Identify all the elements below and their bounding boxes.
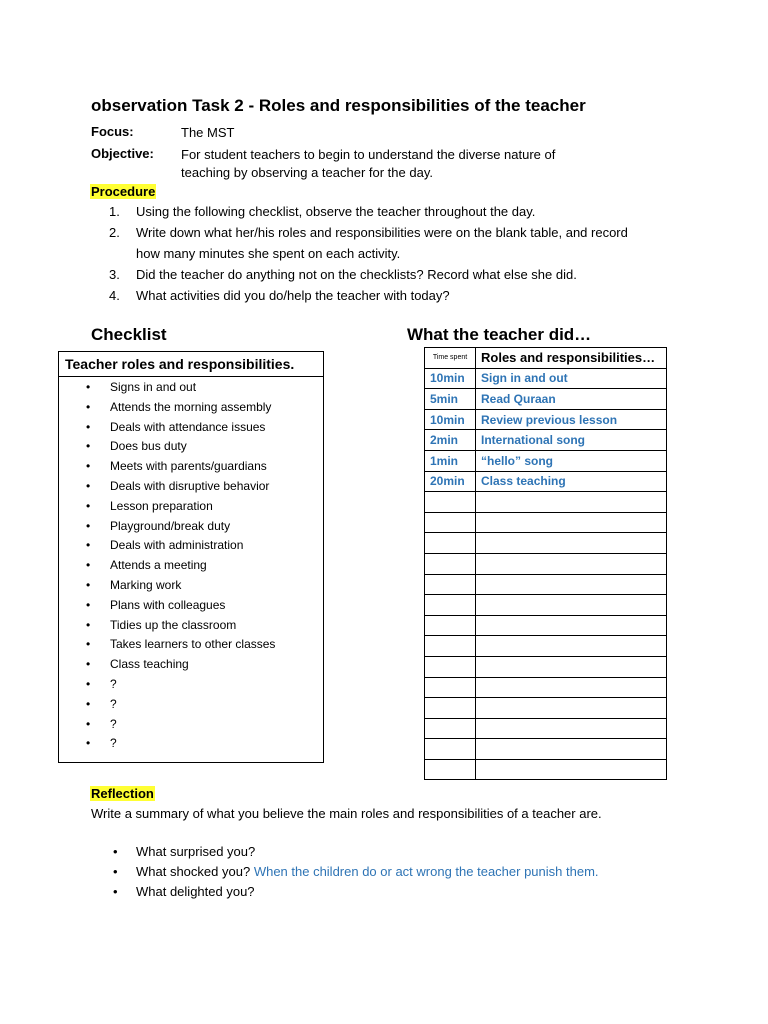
- question-answer: When the children do or act wrong the teacher punish them.: [253, 864, 599, 879]
- role-cell: [476, 677, 667, 698]
- time-spent-cell: [425, 533, 476, 554]
- checklist-items: [59, 377, 323, 754]
- table-row: [425, 368, 667, 389]
- step-number: 3.: [109, 267, 120, 282]
- page-title: observation Task 2 - Roles and responsibilities of the teacher: [91, 96, 586, 115]
- time-spent-cell: [425, 677, 476, 698]
- checklist-item: • Meets with parents/guardians: [59, 457, 323, 477]
- objective-label: Objective:: [91, 146, 154, 161]
- question-text: What delighted you?: [136, 884, 255, 899]
- table-row: [425, 677, 667, 698]
- checklist-item: • Marking work: [59, 576, 323, 596]
- table-row: [425, 409, 667, 430]
- reflection-questions: [91, 842, 599, 902]
- role-cell: Read Quraan: [476, 389, 667, 410]
- time-spent-cell: [425, 615, 476, 636]
- checklist-item: • Deals with administration: [59, 536, 323, 556]
- checklist-item: • ?: [59, 715, 323, 735]
- role-cell: [476, 656, 667, 677]
- table-row: [425, 718, 667, 739]
- time-spent-cell: 5min: [425, 389, 476, 410]
- time-spent-cell: [425, 574, 476, 595]
- time-spent-cell: [425, 553, 476, 574]
- role-cell: [476, 718, 667, 739]
- table-row: [425, 533, 667, 554]
- time-spent-cell: [425, 595, 476, 616]
- role-cell: Sign in and out: [476, 368, 667, 389]
- time-spent-cell: 1min: [425, 450, 476, 471]
- table-row: [425, 430, 667, 451]
- role-cell: [476, 512, 667, 533]
- time-spent-cell: [425, 718, 476, 739]
- role-cell: [476, 636, 667, 657]
- checklist-item: • Tidies up the classroom: [59, 616, 323, 636]
- table-row: [425, 698, 667, 719]
- table-row: [425, 450, 667, 471]
- role-cell: Class teaching: [476, 471, 667, 492]
- teacher-did-table: [424, 347, 667, 780]
- procedure-steps: [109, 201, 679, 306]
- time-spent-cell: 20min: [425, 471, 476, 492]
- checklist-item: • Class teaching: [59, 655, 323, 675]
- step-text-continued: how many minutes she spent on each activity.: [136, 246, 401, 261]
- reflection-heading: [90, 785, 155, 803]
- question-text: What shocked you?: [136, 864, 251, 879]
- checklist-heading: Checklist: [91, 325, 167, 344]
- time-spent-cell: [425, 739, 476, 760]
- time-spent-cell: [425, 512, 476, 533]
- col-roles-header: Roles and responsibilities…: [476, 348, 667, 369]
- reflection-question: [91, 862, 599, 882]
- checklist-item: • Attends the morning assembly: [59, 398, 323, 418]
- role-cell: [476, 574, 667, 595]
- time-spent-cell: [425, 492, 476, 513]
- checklist-item: • Attends a meeting: [59, 556, 323, 576]
- procedure-label: Procedure: [91, 184, 156, 199]
- question-text: What surprised you?: [136, 844, 256, 859]
- step-text: Using the following checklist, observe the teacher throughout the day.: [136, 204, 536, 219]
- role-cell: [476, 739, 667, 760]
- col-time-header: Time spent: [425, 348, 476, 369]
- time-spent-cell: 2min: [425, 430, 476, 451]
- table-row: [425, 389, 667, 410]
- checklist-item: • ?: [59, 695, 323, 715]
- table-row: [425, 636, 667, 657]
- time-spent-cell: [425, 636, 476, 657]
- checklist-item: • Lesson preparation: [59, 497, 323, 517]
- reflection-question: [91, 882, 599, 902]
- role-cell: [476, 698, 667, 719]
- table-header-row: [425, 348, 667, 369]
- focus-label: Focus:: [91, 124, 134, 139]
- table-row: [425, 759, 667, 780]
- teacher-did-heading: What the teacher did…: [407, 325, 592, 344]
- checklist-box-title: Teacher roles and responsibilities.: [59, 352, 323, 377]
- role-cell: [476, 533, 667, 554]
- role-cell: “hello” song: [476, 450, 667, 471]
- time-spent-cell: [425, 656, 476, 677]
- role-cell: Review previous lesson: [476, 409, 667, 430]
- checklist-item: • ?: [59, 734, 323, 754]
- role-cell: [476, 492, 667, 513]
- table-row: [425, 615, 667, 636]
- role-cell: International song: [476, 430, 667, 451]
- table-row: [425, 595, 667, 616]
- time-spent-cell: 10min: [425, 409, 476, 430]
- checklist-item: • Takes learners to other classes: [59, 635, 323, 655]
- role-cell: [476, 553, 667, 574]
- checklist-item: • Deals with attendance issues: [59, 418, 323, 438]
- step-number: 2.: [109, 225, 120, 240]
- checklist-item: • Does bus duty: [59, 437, 323, 457]
- table-row: [425, 739, 667, 760]
- checklist-item: • Signs in and out: [59, 378, 323, 398]
- objective-line-1: For student teachers to begin to understand the diverse nature of: [181, 147, 556, 162]
- checklist-box: [58, 351, 324, 763]
- checklist-item: • Plans with colleagues: [59, 596, 323, 616]
- objective-line-2: teaching by observing a teacher for the day.: [181, 165, 433, 180]
- role-cell: [476, 759, 667, 780]
- procedure-step: [109, 285, 679, 306]
- reflection-question: [91, 842, 599, 862]
- step-number: 1.: [109, 204, 120, 219]
- role-cell: [476, 595, 667, 616]
- table-row: [425, 512, 667, 533]
- focus-value: The MST: [181, 125, 235, 140]
- table-row: [425, 574, 667, 595]
- procedure-heading: [90, 183, 156, 201]
- time-spent-cell: [425, 759, 476, 780]
- table-row: [425, 553, 667, 574]
- time-spent-cell: 10min: [425, 368, 476, 389]
- step-text: Did the teacher do anything not on the checklists? Record what else she did.: [136, 267, 577, 282]
- checklist-item: • ?: [59, 675, 323, 695]
- checklist-item: • Playground/break duty: [59, 517, 323, 537]
- procedure-step: [109, 264, 679, 285]
- reflection-label: Reflection: [91, 786, 154, 801]
- procedure-step: [109, 201, 679, 222]
- table-row: [425, 492, 667, 513]
- time-spent-cell: [425, 698, 476, 719]
- checklist-item: • Deals with disruptive behavior: [59, 477, 323, 497]
- step-number: 4.: [109, 288, 120, 303]
- step-text: Write down what her/his roles and responsibilities were on the blank table, and record: [136, 225, 628, 240]
- table-row: [425, 656, 667, 677]
- reflection-intro: Write a summary of what you believe the main roles and responsibilities of a teacher are.: [91, 806, 602, 821]
- step-text: What activities did you do/help the teacher with today?: [136, 288, 450, 303]
- procedure-step: [109, 222, 679, 264]
- table-row: [425, 471, 667, 492]
- role-cell: [476, 615, 667, 636]
